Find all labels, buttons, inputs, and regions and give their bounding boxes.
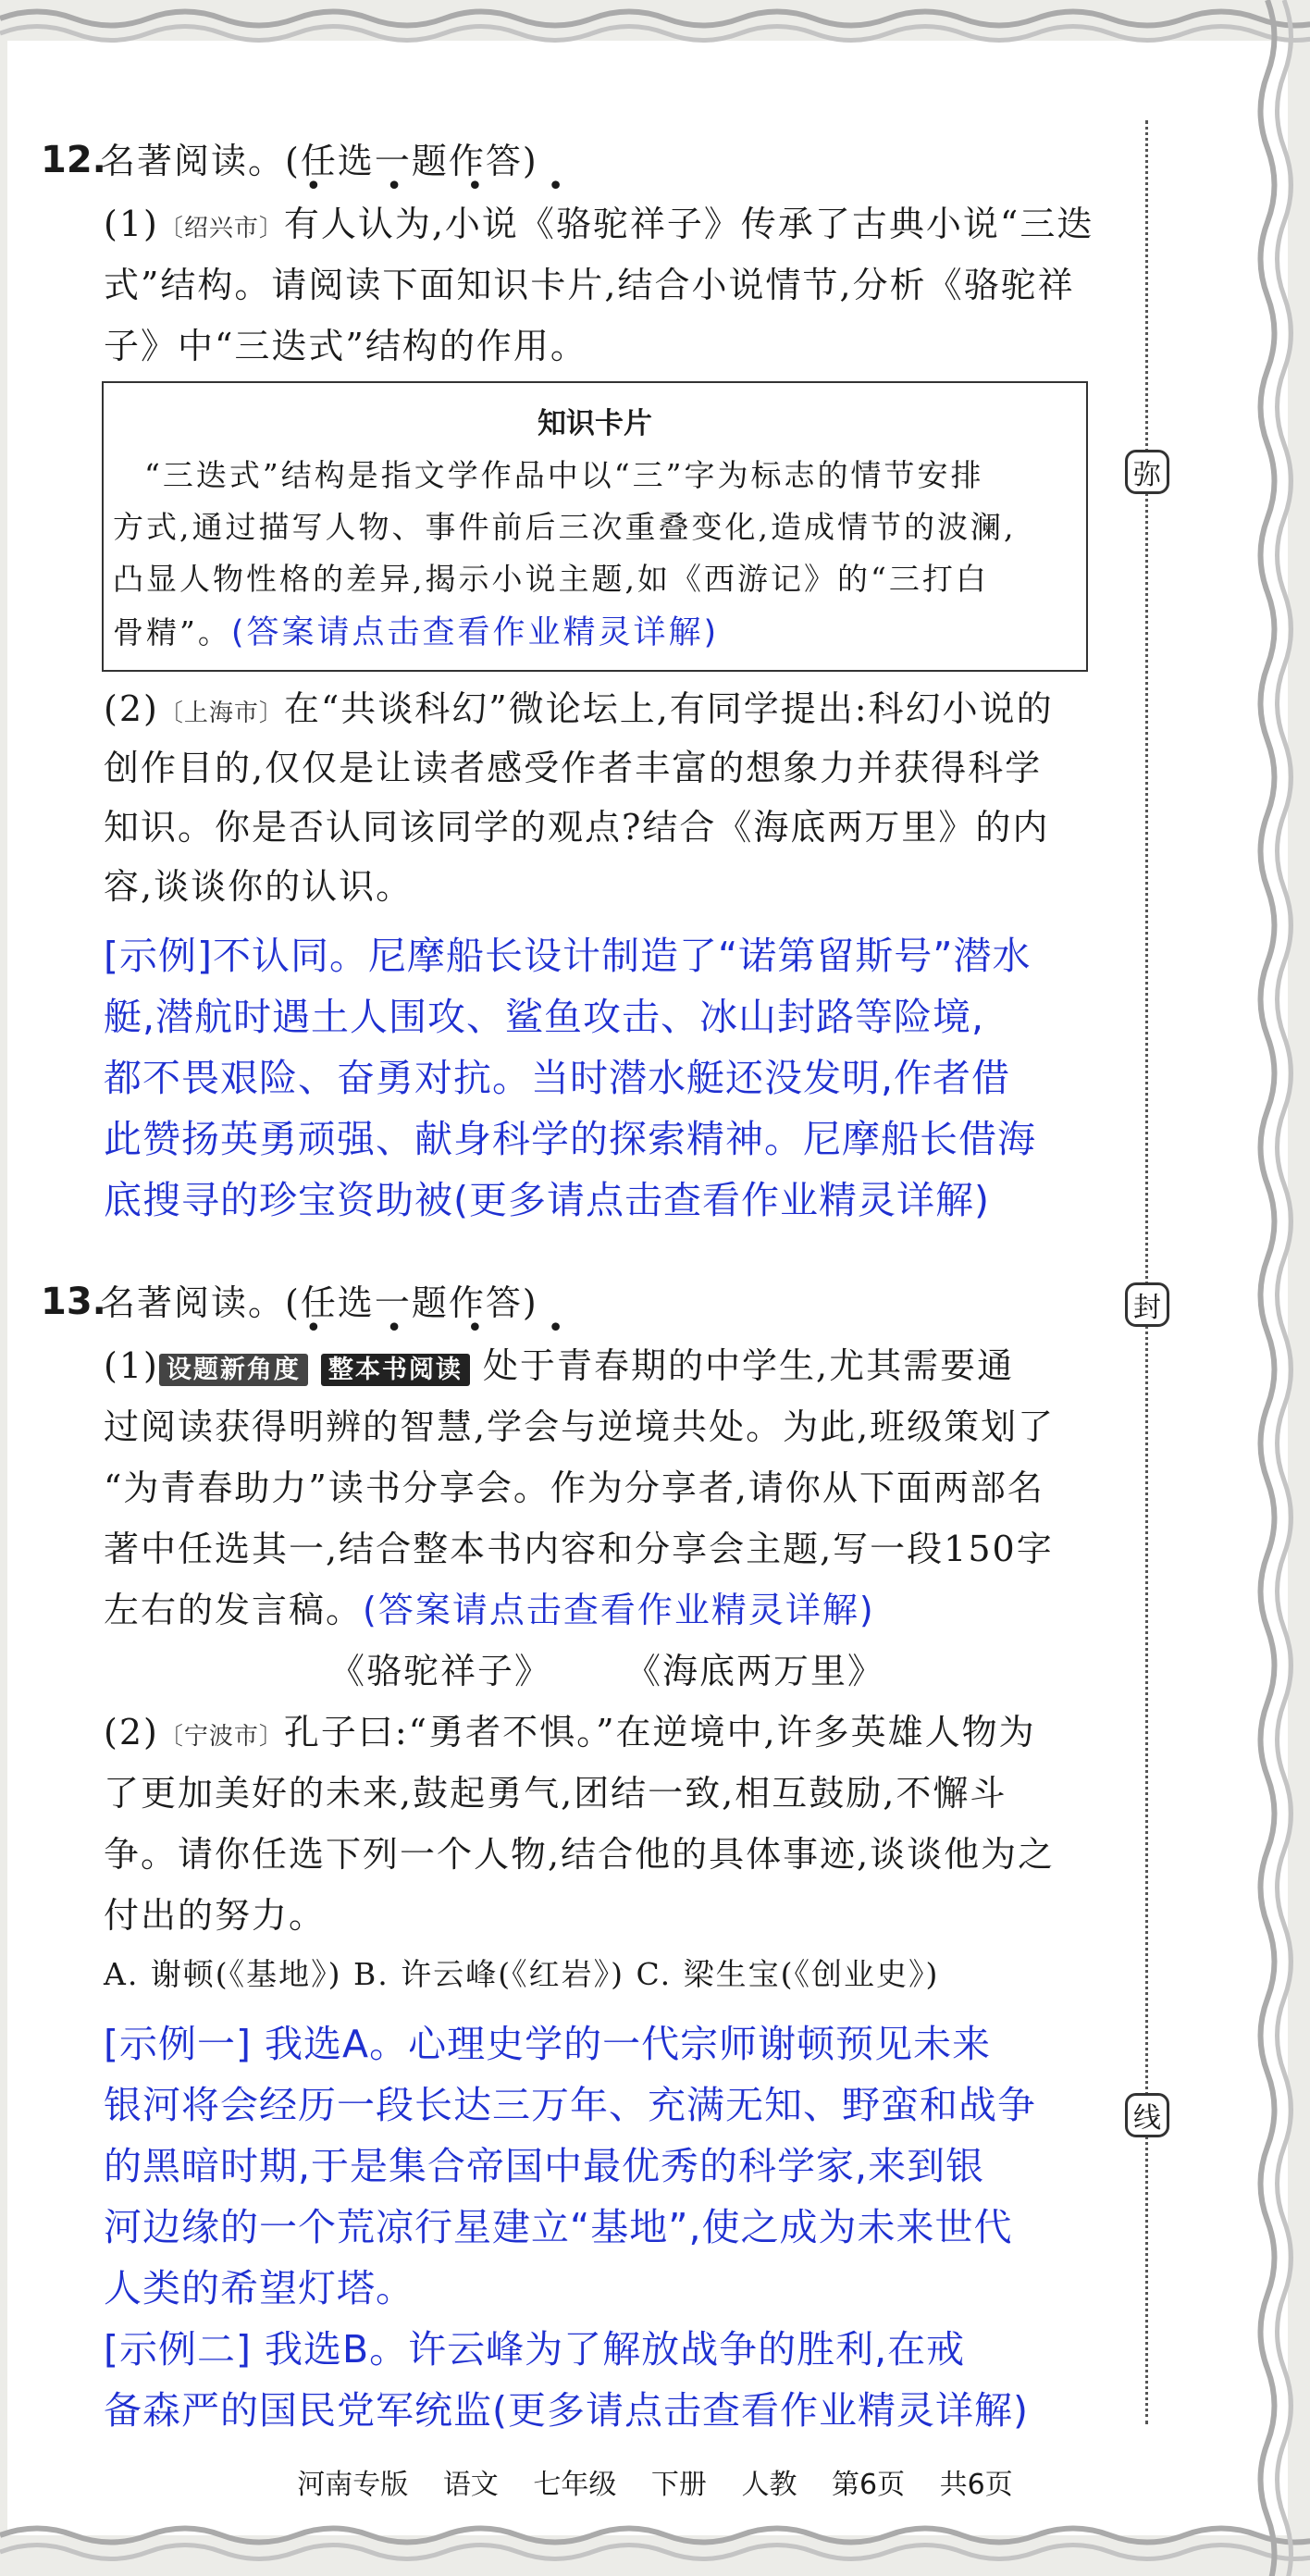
new-angle-tag: 设题新角度 — [159, 1354, 308, 1386]
q12-part2-line1 — [104, 687, 1054, 736]
q13-answer-line5: 人类的希望灯塔。 — [104, 2266, 414, 2310]
q13-part1-line3: “为青春助力”读书分享会。作为分享者,请你从下面两部名 — [104, 1468, 1044, 1508]
q12-part2-place: 〔上海市〕 — [158, 700, 284, 727]
knowledge-card-line3: 凸显人物性格的差异,揭示小说主题,如《西游记》的“三打白 — [113, 561, 989, 597]
q13-part1-text1: 处于青春期的中学生,尤其需要通 — [483, 1345, 1015, 1386]
footer-volume: 下册 — [650, 2469, 707, 2501]
seal-feng: 封 — [1125, 1282, 1169, 1327]
footer-page: 第6页 — [832, 2469, 906, 2501]
q12-number: 12. — [41, 139, 106, 181]
q13-part1-prefix: (1) — [104, 1345, 159, 1386]
q12-part2-text1: 在“共谈科幻”微论坛上,有同学提出:科幻小说的 — [283, 688, 1054, 729]
footer-publisher: 人教 — [741, 2469, 797, 2501]
q12-emphasis-dots: • • • • — [305, 170, 592, 203]
knowledge-card-text4: 骨精”。 — [113, 614, 231, 650]
page-footer — [0, 2461, 1310, 2502]
q12-part2-line3: 知识。你是否认同该同学的观点?结合《海底两万里》的内 — [104, 807, 1050, 848]
q12-part2-line2: 创作目的,仅仅是让读者感受作者丰富的想象力并获得科学 — [104, 748, 1043, 788]
footer-subject: 语文 — [442, 2469, 499, 2501]
footer-edition: 河南专版 — [297, 2469, 409, 2501]
q12-part2-line4: 容,谈谈你的认识。 — [104, 866, 414, 907]
q12-prompt: 名著阅读。(任选一题作答) — [100, 141, 538, 181]
knowledge-card-title: 知识卡片 — [538, 407, 652, 440]
q13-part1-line1 — [104, 1344, 1014, 1393]
q13-answer-line3: 的黑暗时期,于是集合帝国中最优秀的科学家,来到银 — [104, 2144, 985, 2188]
knowledge-card-line1: “三迭式”结构是指文学作品中以“三”字为标志的情节安排 — [144, 457, 984, 493]
q13-part2-prefix: (2) — [104, 1712, 159, 1752]
knowledge-card-line2: 方式,通过描写人物、事件前后三次重叠变化,造成情节的波澜, — [113, 509, 1017, 545]
q12-part1-line1 — [104, 202, 1094, 251]
q13-emphasis-dots: • • • • — [305, 1312, 592, 1344]
q13-number: 13. — [41, 1281, 106, 1323]
footer-grade: 七年级 — [533, 2469, 617, 2501]
q13-answer-line4: 河边缘的一个荒凉行星建立“基地”,使之成为未来世代 — [104, 2205, 1013, 2249]
q12-answer-line1: [示例]不认同。尼摩船长设计制造了“诺第留斯号”潜水 — [104, 934, 1032, 978]
q13-part2-text1: 孔子曰:“勇者不惧。”在逆境中,许多英雄人物为 — [283, 1712, 1036, 1752]
q13-answer-line6: [示例二] 我选B。许云峰为了解放战争的胜利,在戒 — [104, 2327, 966, 2372]
q13-part2-line2: 了更加美好的未来,鼓起勇气,团结一致,相互鼓励,不懈斗 — [104, 1773, 1007, 1814]
book-海底两万里: 《海底两万里》 — [625, 1651, 885, 1691]
book-骆驼祥子: 《骆驼祥子》 — [329, 1651, 552, 1691]
seal-mi: 弥 — [1125, 450, 1169, 494]
q12-answer-link[interactable]: (答案请点击查看作业精灵详解) — [230, 614, 720, 651]
q12-part1-text1: 有人认为,小说《骆驼祥子》传承了古典小说“三迭 — [283, 204, 1094, 244]
q12-part2-prefix: (2) — [104, 688, 159, 729]
whole-book-tag: 整本书阅读 — [321, 1354, 470, 1386]
q12-part1-prefix: (1) — [104, 204, 159, 244]
q12-answer-line4: 此赞扬英勇顽强、献身科学的探索精神。尼摩船长借海 — [104, 1117, 1036, 1161]
q12-part1-line3: 子》中“三迭式”结构的作用。 — [104, 326, 587, 366]
q12-answer-line5[interactable]: 底搜寻的珍宝资助被(更多请点击查看作业精灵详解) — [104, 1178, 990, 1222]
knowledge-card — [102, 381, 1088, 672]
q13-part1-line5 — [104, 1588, 875, 1632]
q13-part1-line4: 著中任选其一,结合整本书内容和分享会主题,写一段150字 — [104, 1529, 1054, 1569]
seal-xian: 线 — [1125, 2093, 1169, 2137]
q13-answer-link[interactable]: (答案请点击查看作业精灵详解) — [363, 1590, 875, 1630]
q13-part1-line2: 过阅读获得明辨的智慧,学会与逆境共处。为此,班级策划了 — [104, 1406, 1056, 1447]
q13-answer-line7[interactable]: 备森严的国民党军统监(更多请点击查看作业精灵详解) — [104, 2388, 1029, 2433]
footer-total: 共6页 — [939, 2469, 1013, 2501]
q13-answer-line1: [示例一] 我选A。心理史学的一代宗师谢顿预见未来 — [104, 2022, 992, 2066]
q13-options: A. 谢顿(《基地》) B. 许云峰(《红岩》) C. 梁生宝(《创业史》) — [104, 1956, 940, 1992]
q12-part1-line2: 式”结构。请阅读下面知识卡片,结合小说情节,分析《骆驼祥 — [104, 265, 1075, 305]
q13-part2-line4: 付出的努力。 — [104, 1895, 327, 1936]
q12-answer-line2: 艇,潜航时遇土人围攻、鲨鱼攻击、冰山封路等险境, — [104, 995, 985, 1039]
q13-part2-line1 — [104, 1710, 1036, 1759]
q13-prompt: 名著阅读。(任选一题作答) — [100, 1282, 538, 1323]
q12-answer-line3: 都不畏艰险、奋勇对抗。当时潜水艇还没发明,作者借 — [104, 1056, 1011, 1100]
knowledge-card-line4 — [113, 607, 719, 653]
q13-part2-line3: 争。请你任选下列一个人物,结合他的具体事迹,谈谈他为之 — [104, 1834, 1056, 1875]
q13-answer-line2: 银河将会经历一段长达三万年、充满无知、野蛮和战争 — [104, 2083, 1036, 2127]
q13-part2-place: 〔宁波市〕 — [158, 1723, 284, 1751]
q12-part1-place: 〔绍兴市〕 — [158, 215, 284, 242]
q13-part1-text5: 左右的发言稿。 — [104, 1590, 364, 1630]
